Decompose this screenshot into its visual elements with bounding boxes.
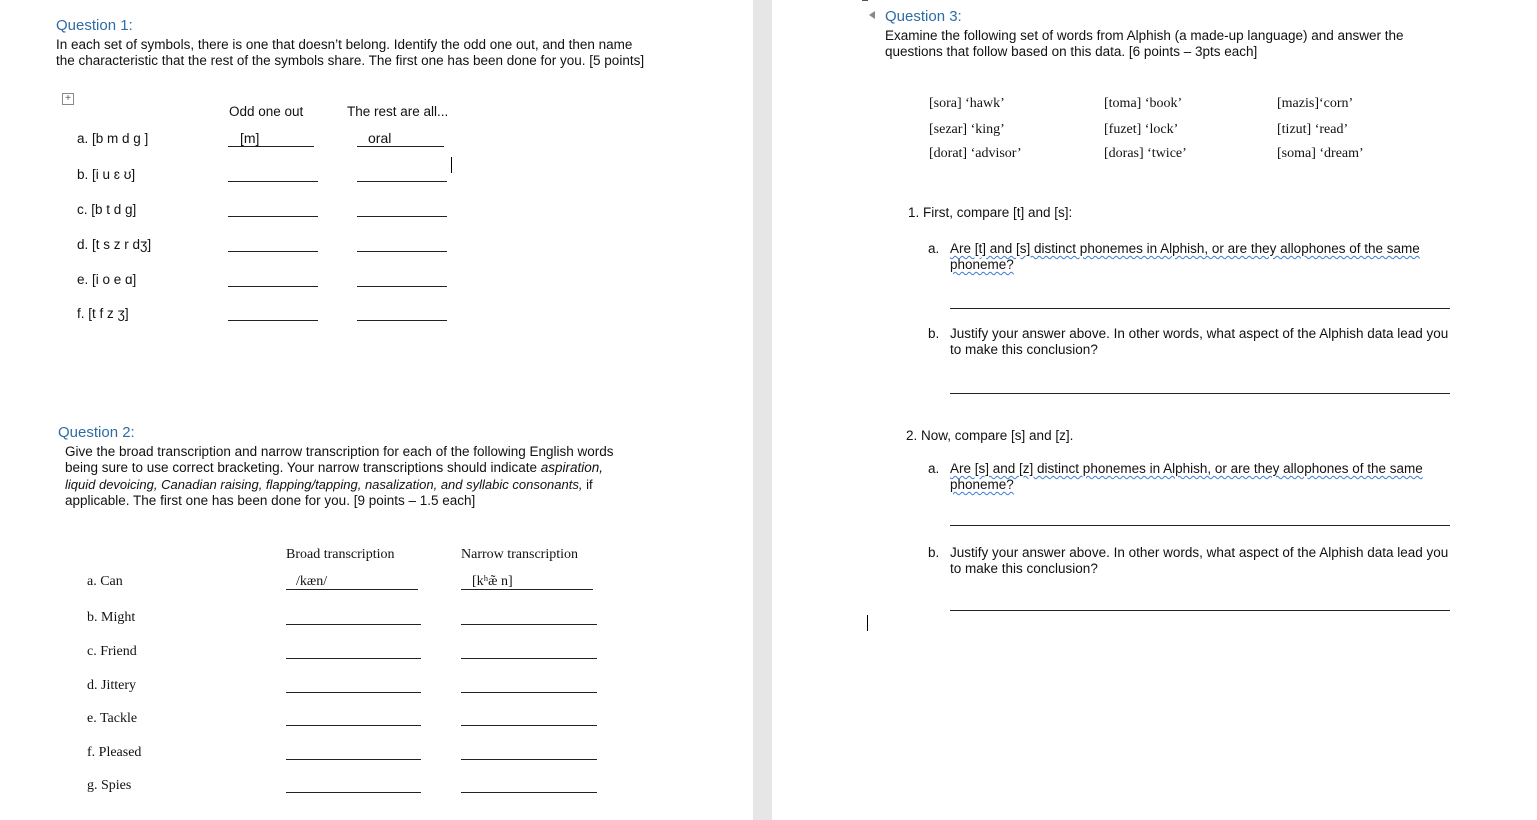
q3-part2b-answer-line[interactable] <box>950 610 1450 611</box>
q2-narrow-line[interactable] <box>461 725 597 726</box>
alphish-word: [doras] ‘twice’ <box>1104 146 1187 161</box>
q2-row-label: d. Jittery <box>87 678 136 693</box>
collapse-heading-icon[interactable] <box>869 11 875 19</box>
q2-broad-answer[interactable]: /kæn/ <box>296 574 328 589</box>
q3-instructions-line1: Examine the following set of words from Alphish (a made-up language) and answer the <box>885 28 1404 43</box>
q2-narrow-line[interactable] <box>461 692 597 693</box>
q2-narrow-line[interactable] <box>461 624 597 625</box>
q3-part2a-answer-line[interactable] <box>950 525 1450 526</box>
q1-row-label: f. [t f z ʒ] <box>77 306 129 321</box>
q3-part2a-question-line2: phoneme? <box>950 477 1014 492</box>
q2-narrow-line[interactable] <box>461 792 597 793</box>
q2-col-broad-header: Broad transcription <box>286 547 395 562</box>
q3-part2a-question-line1: Are [s] and [z] distinct phonemes in Alphish, or are they allophones of the same <box>950 461 1423 476</box>
q2-instructions-line2: being sure to use correct bracketing. Your narrow transcriptions should indicate aspiration, <box>65 460 604 475</box>
q3-part1b-label: b. <box>928 326 940 341</box>
q3-part1b-answer-line[interactable] <box>950 393 1450 394</box>
q3-heading: Question 3: <box>885 8 962 25</box>
q1-row-odd-answer[interactable]: [m] <box>240 130 260 146</box>
q3-part1a-question-line2: phoneme? <box>950 257 1014 272</box>
q3-part2b-label: b. <box>928 545 940 560</box>
document-page-right <box>772 0 1537 820</box>
q1-row-label: a. [b m d g ] <box>77 131 149 146</box>
q1-rest-line[interactable] <box>357 320 447 321</box>
q1-rest-line[interactable] <box>357 251 447 252</box>
q1-row-rest-answer[interactable]: oral <box>368 130 392 146</box>
q3-part1a-question-line1: Are [t] and [s] distinct phonemes in Alphish, or are they allophones of the same <box>950 241 1420 256</box>
q3-part1b-question-line2: to make this conclusion? <box>950 342 1098 357</box>
q2-narrow-line <box>461 589 593 590</box>
alphish-word: [fuzet] ‘lock’ <box>1104 122 1179 137</box>
alphish-word: [tizut] ‘read’ <box>1277 122 1349 137</box>
alphish-word: [sezar] ‘king’ <box>929 122 1005 137</box>
q1-rest-line[interactable] <box>357 286 447 287</box>
q3-part1a-label: a. <box>928 241 940 256</box>
q2-narrow-line[interactable] <box>461 658 597 659</box>
document-page-left <box>0 0 753 820</box>
q1-rest-line[interactable] <box>357 181 447 182</box>
page-top-mark <box>862 0 868 1</box>
q1-col-odd-header: Odd one out <box>229 104 304 119</box>
q1-odd-line[interactable] <box>228 320 318 321</box>
q1-odd-line[interactable] <box>228 216 318 217</box>
q1-odd-line[interactable] <box>228 251 318 252</box>
q2-broad-line[interactable] <box>286 792 421 793</box>
q2-row-label: c. Friend <box>87 644 137 659</box>
q1-row-label: d. [t s z r dʒ] <box>77 237 152 252</box>
alphish-word: [sora] ‘hawk’ <box>929 96 1005 111</box>
q2-broad-line[interactable] <box>286 759 421 760</box>
alphish-word: [toma] ‘book’ <box>1104 96 1183 111</box>
q1-odd-line[interactable] <box>228 286 318 287</box>
q2-broad-line[interactable] <box>286 692 421 693</box>
q1-rest-line[interactable] <box>357 216 447 217</box>
q2-instructions-line3: liquid devoicing, Canadian raising, flapping/tapping, nasalization, and syllabic consonants, if <box>65 477 593 492</box>
q2-broad-line[interactable] <box>286 725 421 726</box>
q2-instructions-line4: applicable. The first one has been done for you. [9 points – 1.5 each] <box>65 493 476 508</box>
alphish-word: [mazis]‘corn’ <box>1277 96 1354 111</box>
q2-row-label: a. Can <box>87 574 123 589</box>
q3-part1a-answer-line[interactable] <box>950 308 1450 309</box>
q3-part2b-question-line1: Justify your answer above. In other words, what aspect of the Alphish data lead you <box>950 545 1449 560</box>
text-cursor <box>867 615 868 631</box>
q2-heading: Question 2: <box>58 424 135 441</box>
q1-col-rest-header: The rest are all... <box>347 104 449 119</box>
q2-row-label: b. Might <box>87 610 136 625</box>
q2-row-label: e. Tackle <box>87 711 138 726</box>
q1-odd-line[interactable] <box>228 181 318 182</box>
q2-row-label: g. Spies <box>87 778 132 793</box>
alphish-word: [dorat] ‘advisor’ <box>929 146 1022 161</box>
q3-part2a-label: a. <box>928 461 940 476</box>
alphish-word: [soma] ‘dream’ <box>1277 146 1364 161</box>
q3-part1b-question-line1: Justify your answer above. In other words, what aspect of the Alphish data lead you <box>950 326 1449 341</box>
q1-row-label: c. [b t d g] <box>77 202 137 217</box>
q1-instructions-line1: In each set of symbols, there is one that doesn’t belong. Identify the odd one out, and then name <box>56 37 633 52</box>
q2-col-narrow-header: Narrow transcription <box>461 547 579 562</box>
q2-row-label: f. Pleased <box>87 745 142 760</box>
q1-odd-line <box>228 146 314 147</box>
q1-heading: Question 1: <box>56 17 133 34</box>
q1-rest-line <box>357 146 444 147</box>
q2-broad-line[interactable] <box>286 624 421 625</box>
q2-broad-line[interactable] <box>286 658 421 659</box>
text-cursor <box>451 157 452 173</box>
q1-instructions-line2: the characteristic that the rest of the symbols share. The first one has been done for you. [5 points] <box>56 53 645 68</box>
q3-instructions-line2: questions that follow based on this data. [6 points – 3pts each] <box>885 44 1258 59</box>
q3-part1-prompt: 1. First, compare [t] and [s]: <box>908 205 1073 220</box>
q2-narrow-line[interactable] <box>461 759 597 760</box>
q3-part2b-question-line2: to make this conclusion? <box>950 561 1098 576</box>
table-move-handle-icon[interactable]: + <box>62 93 74 105</box>
q2-narrow-answer[interactable]: [kʰæ̃ n] <box>472 574 513 589</box>
q2-instructions-line1: Give the broad transcription and narrow transcription for each of the following English words <box>65 444 614 459</box>
q3-part2-prompt: 2. Now, compare [s] and [z]. <box>906 428 1074 443</box>
q1-row-label: e. [i o e ɑ] <box>77 272 137 287</box>
q1-row-label: b. [i u ɛ ʊ] <box>77 167 136 182</box>
q2-broad-line <box>286 589 418 590</box>
